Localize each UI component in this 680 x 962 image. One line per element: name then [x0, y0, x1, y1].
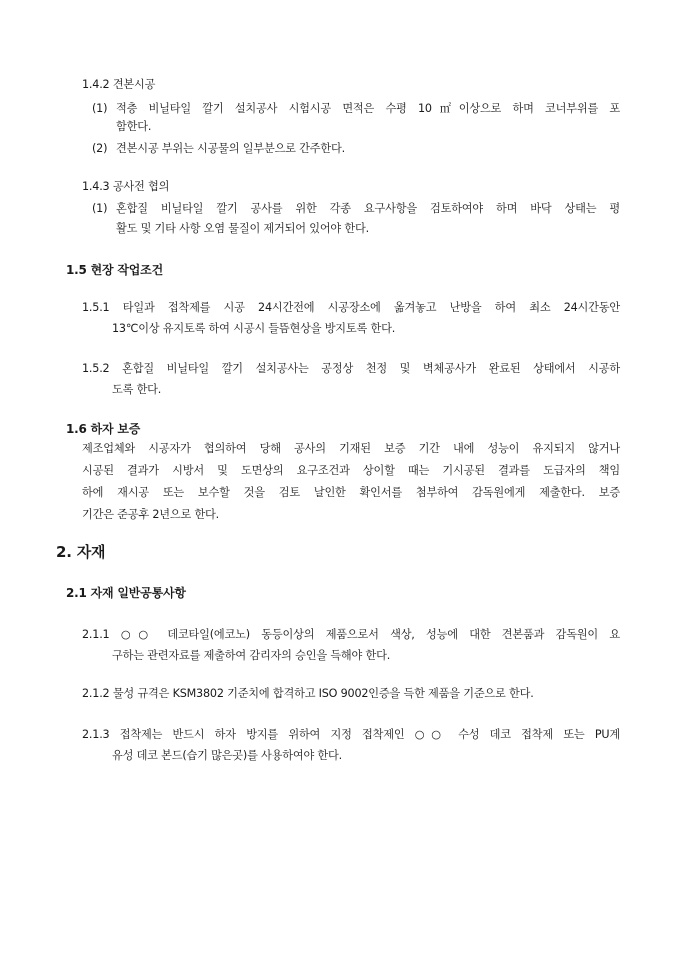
- item-text-line: 적층 비닐타일 깔기 설치공사 시험시공 면적은 수평 10㎡이상으로 하며 코너부위를 포: [116, 102, 620, 115]
- item-number: (2): [92, 142, 108, 155]
- paragraph-line: 하에 재시공 또는 보수할 것을 검토 날인한 확인서를 첨부하여 감독원에게 제출한다. 보증: [82, 486, 620, 499]
- item-text-line: 견본시공 부위는 시공물의 일부분으로 간주한다.: [116, 142, 345, 155]
- paragraph-line: 2.1.3 접착제는 반드시 하자 방지를 위하여 지정 접착제인 ○○ 수성 데코 접착제 또는 PU계: [82, 728, 620, 741]
- section-1-4-2-title: 1.4.2 견본시공: [82, 78, 156, 91]
- section-1-4-3-title: 1.4.3 공사전 협의: [82, 180, 170, 193]
- item-number: (1): [92, 202, 108, 215]
- item-text-line: 함한다.: [116, 120, 152, 133]
- paragraph-line: 유성 데코 본드(습기 많은곳)를 사용하여야 한다.: [112, 749, 343, 762]
- paragraph-line: 1.5.1 타일과 접착제를 시공 24시간전에 시공장소에 옮겨놓고 난방을 하여 최소 24시간동안: [82, 301, 620, 314]
- item-text-line: 활도 및 기타 사항 오염 물질이 제거되어 있어야 한다.: [116, 222, 369, 235]
- section-1-6-title: 1.6 하자 보증: [66, 422, 141, 436]
- paragraph-line: 시공된 결과가 시방서 및 도면상의 요구조건과 상이할 때는 기시공된 결과를 도급자의 책임: [82, 464, 620, 477]
- section-2-title: 2. 자재: [56, 543, 106, 561]
- paragraph-line: 13℃이상 유지토록 하여 시공시 들뜸현상을 방지토록 한다.: [112, 322, 396, 335]
- item-text-line: 혼합질 비닐타일 깔기 공사를 위한 각종 요구사항을 검토하여야 하며 바닥 상태는 평: [116, 202, 620, 215]
- paragraph-line: 2.1.2 물성 규격은 KSM3802 기준치에 합격하고 ISO 9002인증을 득한 제품을 기준으로 한다.: [82, 687, 534, 700]
- item-number: (1): [92, 102, 108, 115]
- paragraph-line: 도록 한다.: [112, 383, 162, 396]
- paragraph-line: 제조업체와 시공자가 협의하여 당해 공사의 기재된 보증 기간 내에 성능이 유지되지 않거나: [82, 442, 620, 455]
- paragraph-line: 구하는 관련자료를 제출하여 감리자의 승인을 득해야 한다.: [112, 649, 391, 662]
- section-2-1-title: 2.1 자재 일반공통사항: [66, 586, 186, 600]
- paragraph-line: 2.1.1 ○○ 데코타일(에코노) 동등이상의 제품으로서 색상, 성능에 대한 견본품과 감독원이 요: [82, 628, 620, 641]
- paragraph-line: 1.5.2 혼합질 비닐타일 깔기 설치공사는 공정상 천정 및 벽체공사가 완료된 상태에서 시공하: [82, 362, 620, 375]
- section-1-5-title: 1.5 현장 작업조건: [66, 263, 163, 277]
- paragraph-line: 기간은 준공후 2년으로 한다.: [82, 508, 220, 521]
